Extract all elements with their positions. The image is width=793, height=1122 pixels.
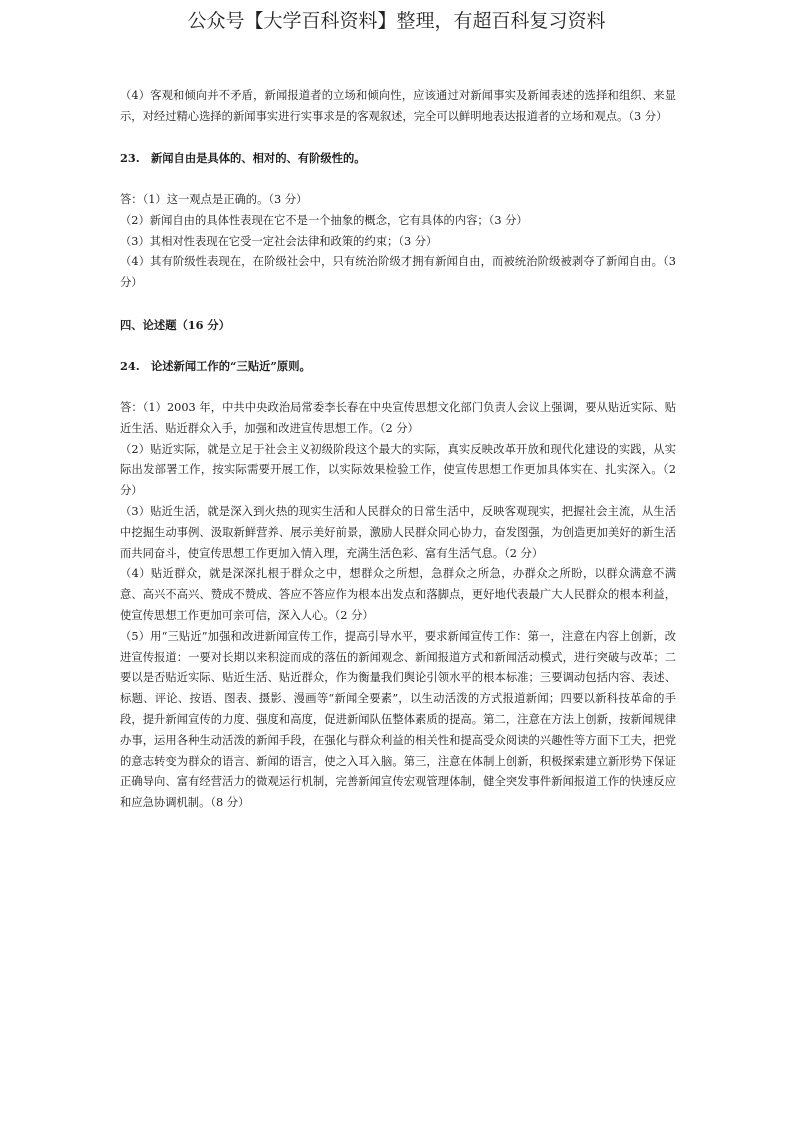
section-heading: 四、论述题（16 分） [120, 317, 231, 332]
answer-paragraph: （3）贴近生活，就是深入到火热的现实生活和人民群众的日常生活中，反映客观现实，把握社会主流，从生活中挖掘生动事例、汲取新鲜营养、展示美好前景，激励人民群众同心协力，奋发图强，为创造更加美好的新生活而共同奋斗，使宣传思想工作更加入情入理，充满生活色彩、富有生活气息。（2 分） [120, 504, 676, 560]
answer-paragraph: （3）其相对性表现在它受一定社会法律和政策的约束；（3 分） [120, 234, 438, 248]
answer-paragraph: （2）新闻自由的具体性表现在它不是一个抽象的概念，它有具体的内容；（3 分） [120, 213, 528, 227]
question-23: 23. 新闻自由是具体的、相对的、有阶级性的。 [120, 151, 366, 166]
document-body [120, 86, 676, 814]
answer-paragraph: （4）客观和倾向并不矛盾，新闻报道者的立场和倾向性，应该通过对新闻事实及新闻表述的选择和组织、来显示，对经过精心选择的新闻事实进行实事求是的客观叙述，完全可以鲜明地表达报道者的立场和观点。（3 分） [120, 89, 676, 123]
answer-paragraph: （4）贴近群众，就是深深扎根于群众之中，想群众之所想，急群众之所急，办群众之所盼，以群众满意不满意、高兴不高兴、赞成不赞成、答应不答应作为根本出发点和落脚点，更好地代表最广大人民群众的根本利益，使宣传思想工作更加可亲可信，深入人心。（2 分） [120, 567, 676, 622]
page-header: 公众号【大学百科资料】整理，有超百科复习资料 [187, 10, 606, 32]
question-24: 24. 论述新闻工作的“三贴近”原则。 [120, 359, 311, 374]
answer-paragraph: （5）用“三贴近”加强和改进新闻宣传工作，提高引导水平，要求新闻宣传工作：第一，注意在内容上创新，改进宣传报道：一要对长期以来积淀而成的落伍的新闻观念、新闻报道方式和新闻活动模式，进行突破与改革；二要以是否贴近实际、贴近生活、贴近群众，作为衡量我们舆论引领水平的根本标准；三要调动包括内容、表述、标题、评论、按语、图表、摄影、漫画等“新闻全要素”，以生动活泼的方式报道新闻；四要以新科技革命的手段，提升新闻宣传的力度、强度和高度，促进新闻队伍整体素质的提高。第二，注意在方法上创新，按新闻规律办事，运用各种生动活泼的新闻手段，在强化与群众利益的相关性和提高受众阅读的兴趣性等方面下工夫，把党的意志转变为群众的语言、新闻的语言，使之入耳入脑。第三，注意在体制上创新，积极探索建立新形势下保证正确导向、富有经营活力的微观运行机制，完善新闻宣传宏观管理体制，健全突发事件新闻报道工作的快速反应和应急协调机制。（8 分） [120, 629, 676, 810]
answer-paragraph: 答：（1）这一观点是正确的。（3 分） [120, 192, 308, 206]
answer-paragraph: （4）其有阶级性表现在，在阶级社会中，只有统治阶级才拥有新闻自由，而被统治阶级被剥夺了新闻自由。（3 分） [120, 255, 676, 290]
answer-paragraph: 答：（1）2003 年，中共中央政治局常委李长春在中央宣传思想文化部门负责人会议上强调，要从贴近实际、贴近生活、贴近群众入手，加强和改进宣传思想工作。（2 分） [120, 400, 676, 435]
answer-paragraph: （2）贴近实际，就是立足于社会主义初级阶段这个最大的实际，真实反映改革开放和现代化建设的实践，从实际出发部署工作，按实际需要开展工作，以实际效果检验工作，使宣传思想工作更加具体实在、扎实深入。（2 分） [120, 442, 676, 498]
